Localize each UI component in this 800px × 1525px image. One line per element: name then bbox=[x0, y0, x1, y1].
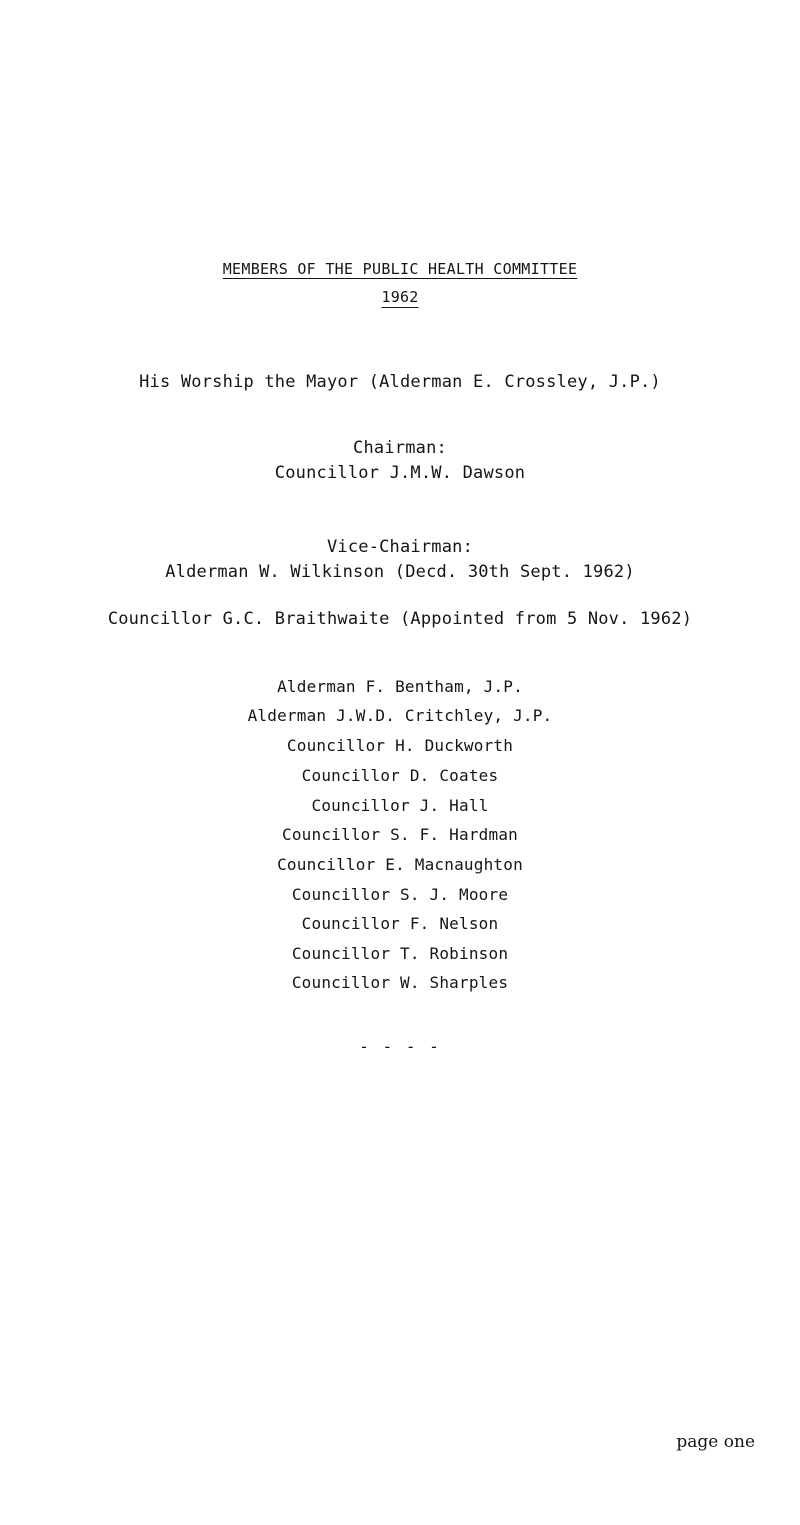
chairman-name: Councillor J.M.W. Dawson bbox=[274, 463, 526, 483]
member-item: Councillor D. Coates bbox=[301, 766, 499, 785]
mayor-line: His Worship the Mayor (Alderman E. Crossley, J.P.) bbox=[139, 372, 661, 392]
member-item: Councillor W. Sharples bbox=[291, 973, 509, 992]
page-number-label: page one bbox=[676, 1432, 755, 1452]
member-item: Councillor F. Nelson bbox=[301, 914, 499, 933]
vice-chairman-second: Councillor G.C. Braithwaite (Appointed from 5 Nov. 1962) bbox=[107, 609, 693, 629]
member-item: Councillor H. Duckworth bbox=[286, 736, 514, 755]
member-item: Councillor S. F. Hardman bbox=[282, 825, 518, 844]
vice-chairman-first: Alderman W. Wilkinson (Decd. 30th Sept. 1962) bbox=[165, 562, 635, 582]
member-item: Councillor T. Robinson bbox=[291, 944, 509, 963]
document-year: 1962 bbox=[381, 288, 419, 306]
member-item: Councillor E. Macnaughton bbox=[277, 855, 523, 874]
member-item: Alderman F. Bentham, J.P. bbox=[277, 677, 523, 696]
vice-chairman-label: Vice-Chairman: bbox=[326, 537, 474, 557]
chairman-label: Chairman: bbox=[353, 438, 447, 458]
document-title: MEMBERS OF THE PUBLIC HEALTH COMMITTEE bbox=[222, 260, 578, 278]
member-item: Councillor S. J. Moore bbox=[291, 885, 509, 904]
member-item: Councillor J. Hall bbox=[311, 796, 489, 815]
member-item: Alderman J.W.D. Critchley, J.P. bbox=[247, 706, 553, 725]
section-divider: - - - - bbox=[359, 1037, 441, 1056]
